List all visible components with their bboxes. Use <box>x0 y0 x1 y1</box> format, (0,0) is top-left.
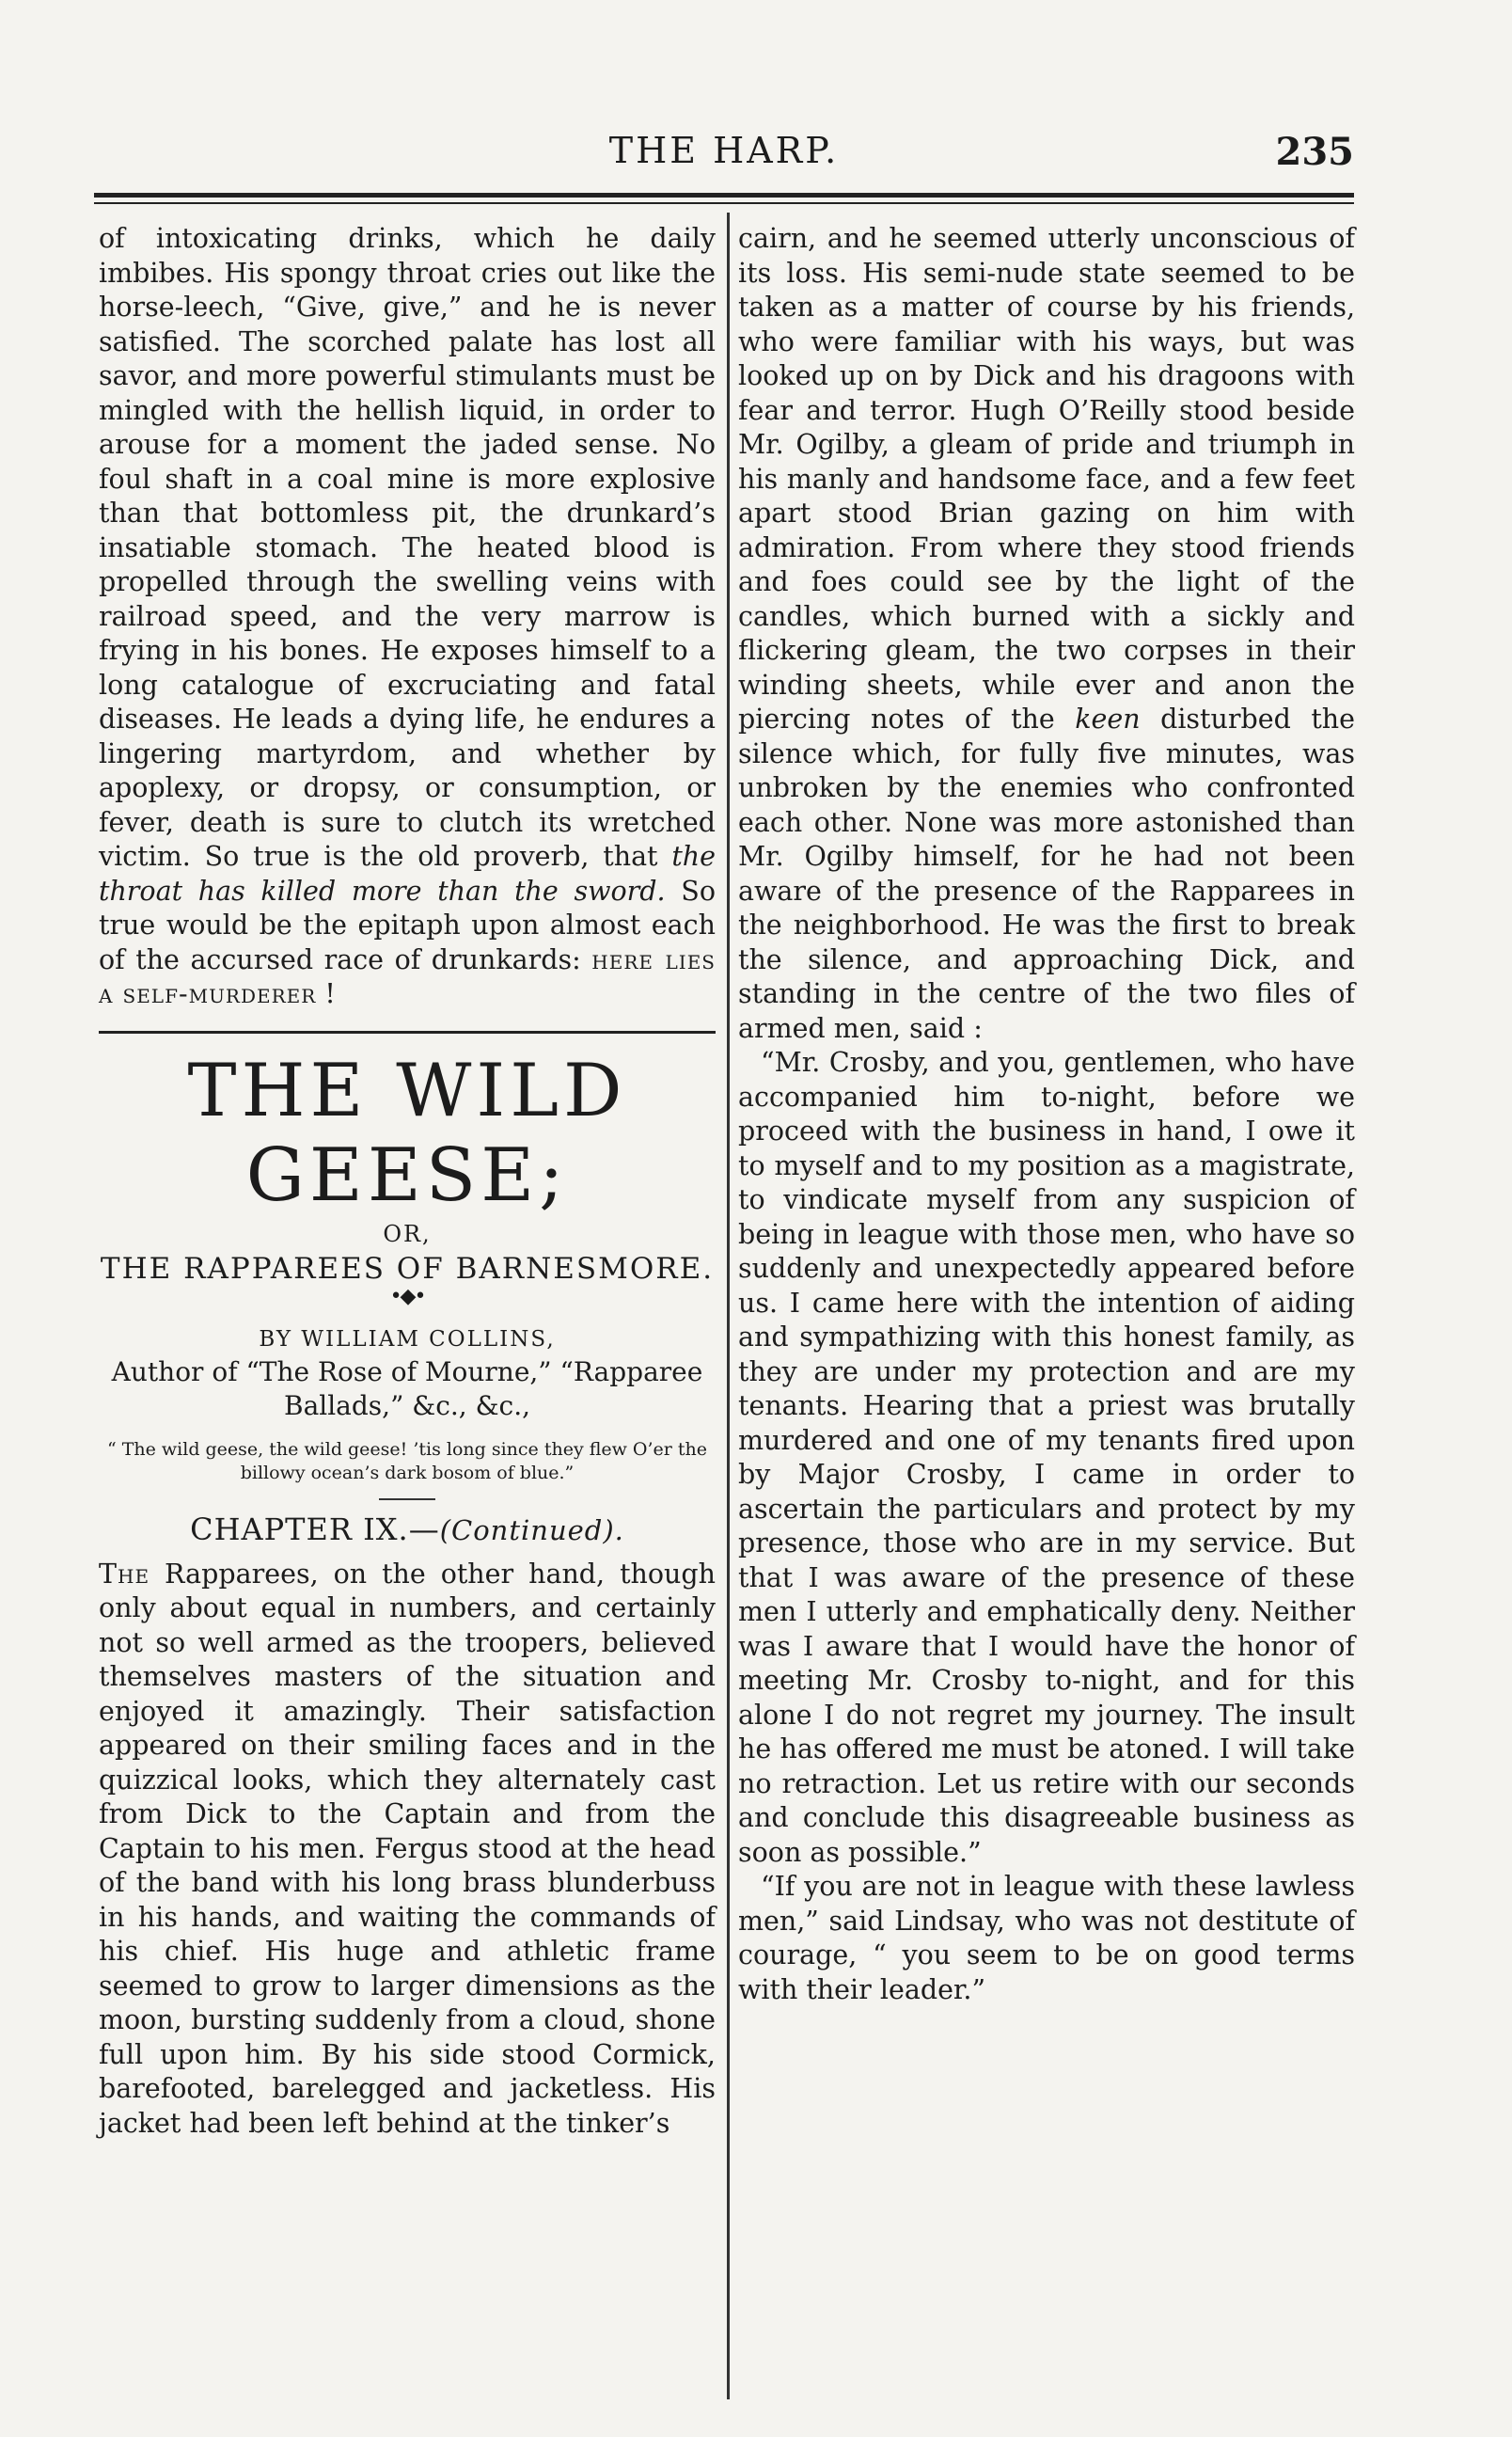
temperance-text-tail: So true would be the epitaph upon almost each of the accursed race of drunkards: <box>99 875 716 975</box>
temperance-paragraph <box>99 222 716 1012</box>
epigraph: “ The wild geese, the wild geese! ’tis long since they flew O’er the billowy ocean’s dark bosom of blue.” <box>106 1438 708 1483</box>
ogilby-speech-paragraph: “Mr. Crosby, and you, gentlemen, who have accompanied him to-night, before we proceed with the business in hand, I owe it to myself and to my position as a magistrate, to vindicate myself from any suspicion of being in league with those men, who have so suddenly and unexpectedly appeared before us. I came here with the intention of aiding and sympathizing with this honest family, as they are under my protection and are my tenants. Hearing that a priest was brutally murdered and one of my tenants fired upon by Major Crosby, I came in order to ascertain the particulars and protect by my presence, those who are in my service. But that I was aware of the presence of these men I utterly and emphatically deny. Neither was I aware that I would have the honor of meeting Mr. Crosby to-night, and for this alone I do not regret my journey. The insult he has offered me must be atoned. I will take no retraction. Let us retire with our seconds and conclude this disagreeable business as soon as possible.” <box>738 1047 1355 1868</box>
story-paragraph <box>99 1558 716 2142</box>
story-heading <box>99 1031 716 1550</box>
byline: BY WILLIAM COLLINS, <box>259 1326 556 1352</box>
story-subtitle: THE RAPPAREES OF BARNESMORE. <box>100 1251 715 1286</box>
right-column <box>738 222 1355 2007</box>
header-rule-thick <box>94 193 1354 198</box>
continuation-text: cairn, and he seemed utterly unconscious of its loss. His semi-nude state seemed to be taken as a matter of course by his friends, who were familiar with his ways, but was looked up on by Dick and his dragoons with fear and terror. Hugh O’Reilly stood beside Mr. Ogilby, a gleam of pride and triumph in his manly and handsome face, and a few feet apart stood Brian gazing on him with admiration. From where they stood friends and foes could see by the light of the candles, which burned with a sickly and flickering gleam, the two corpses in their winding sheets, while ever and anon the piercing notes of the <box>738 223 1355 735</box>
chapter-continued: (Continued). <box>439 1513 624 1546</box>
continuation-text-tail: disturbed the silence which, for fully five minutes, was unbroken by the enemies who confronted each other. None was more astonished than Mr. Ogilby himself, for he had not been aware of the presence of the Rapparees in the neighborhood. He was the first to break the silence, and approaching Dick, and standing in the centre of the two files of armed men, said : <box>738 704 1355 1044</box>
author-credits: Author of “The Rose of Mourne,” “Rapparee Ballads,” &c., &c., <box>111 1355 703 1421</box>
story-rule <box>99 1031 716 1034</box>
story-or: OR, <box>383 1220 432 1247</box>
column-divider <box>727 213 730 2399</box>
epitaph-end: ! <box>316 978 336 1009</box>
story-text: Rapparees, on the other hand, though only about equal in numbers, and certainly not so well armed as the troopers, believed themselves masters of the situation and enjoyed it amazingly. Their satisfaction appeared on their smiling faces and in the quizzical looks, which they alternately cast from Dick to the Captain and from the Captain to his men. Fergus stood at the head of the band with his long brass blunderbuss in his hands, and waiting the commands of his chief. His huge and athletic frame seemed to grow to larger dimensions as the moon, bursting suddenly from a cloud, shone full upon him. By his side stood Cormick, barefooted, barelegged and jacketless. His jacket had been left behind at the tinker’s <box>99 1558 716 2139</box>
page-header <box>94 122 1354 188</box>
epitaph-caps: here lies a self-murderer <box>99 943 716 1009</box>
keen-italic: keen <box>1075 704 1141 735</box>
drop-lead-word: The <box>99 1558 150 1590</box>
proverb-italic: the throat has killed more than the sword. <box>99 841 716 907</box>
lindsay-reply-paragraph: “If you are not in league with these lawless men,” said Lindsay, who was not destitute of courage, “ you seem to be on good terms with their leader.” <box>738 1871 1355 2005</box>
continuation-paragraph <box>738 222 1355 1046</box>
running-title: THE HARP. <box>608 130 840 171</box>
left-column <box>99 222 716 2141</box>
page-number: 235 <box>1275 130 1354 174</box>
chapter-number: CHAPTER IX.— <box>190 1511 440 1547</box>
header-rule-thin <box>94 202 1354 204</box>
short-rule <box>379 1498 435 1500</box>
ornament-divider: •◆• <box>389 1284 425 1308</box>
temperance-text: of intoxicating drinks, which he daily imbibes. His spongy throat cries out like the horse-leech, “Give, give,” and he is never satisfied. The scorched palate has lost all savor, and more powerful stimulants must be mingled with the hellish liquid, in order to arouse for a moment the jaded sense. No foul shaft in a coal mine is more explosive than that bottomless pit, the drunkard’s insatiable stomach. The heated blood is propelled through the swelling veins with railroad speed, and the very marrow is frying in his bones. He exposes himself to a long catalogue of excruciating and fatal diseases. He leads a dying life, he endures a lingering martyrdom, and whether by apoplexy, or dropsy, or consumption, or fever, death is sure to clutch its wretched victim. So true is the old proverb, that <box>99 223 716 872</box>
story-title: THE WILD GEESE; <box>187 1048 627 1218</box>
chapter-heading <box>99 1510 716 1550</box>
